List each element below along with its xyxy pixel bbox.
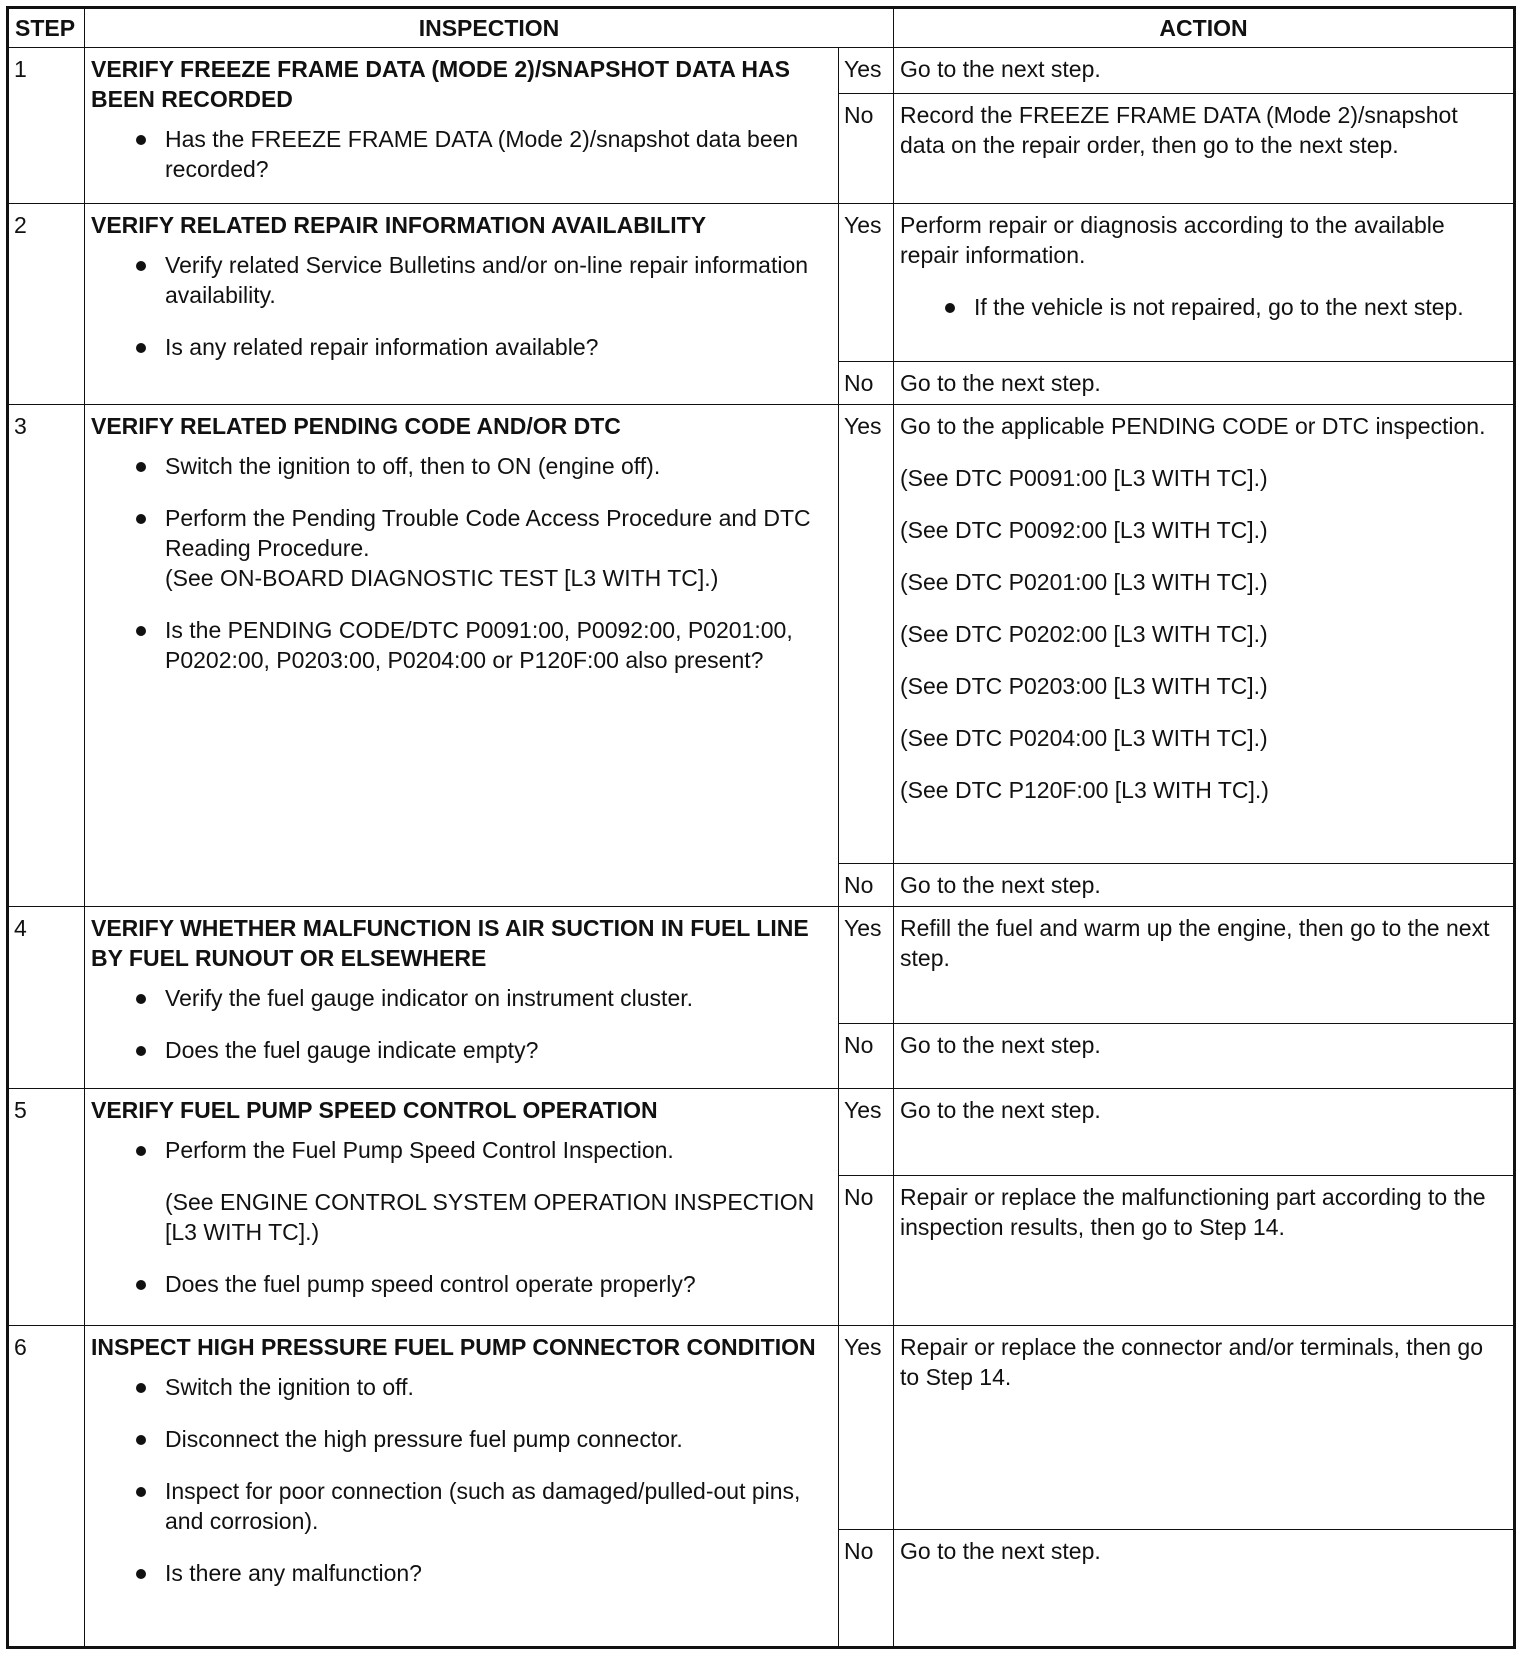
reference-note: (See ON-BOARD DIAGNOSTIC TEST [L3 WITH TC].) xyxy=(165,565,719,591)
inspection-bullet-list xyxy=(91,983,832,1065)
inspection-bullet: Verify the fuel gauge indicator on instrument cluster. xyxy=(133,983,832,1013)
dtc-reference: (See DTC P0092:00 [L3 WITH TC].) xyxy=(900,517,1268,543)
inspection-procedure-page xyxy=(6,6,1513,1647)
yes-label: Yes xyxy=(839,48,894,94)
inspection-bullet: Is any related repair information available? xyxy=(133,332,832,362)
yes-action: Go to the next step. xyxy=(894,1089,1515,1176)
table-row xyxy=(8,204,1515,362)
yes-action: Go to the applicable PENDING CODE or DTC inspection. xyxy=(900,413,1486,439)
table-row xyxy=(8,48,1515,94)
yes-action-cell xyxy=(894,204,1515,362)
inspection-cell xyxy=(85,1326,839,1648)
inspection-bullet: Does the fuel gauge indicate empty? xyxy=(133,1035,832,1065)
no-label: No xyxy=(839,1530,894,1648)
inspection-bullet-list xyxy=(91,1269,832,1299)
dtc-reference: (See DTC P0202:00 [L3 WITH TC].) xyxy=(900,621,1268,647)
dtc-reference: (See DTC P120F:00 [L3 WITH TC].) xyxy=(900,777,1269,803)
step-number: 3 xyxy=(8,405,85,907)
no-label: No xyxy=(839,1024,894,1089)
inspection-bullet-list xyxy=(91,1372,832,1588)
step-number: 4 xyxy=(8,907,85,1089)
yes-label: Yes xyxy=(839,405,894,864)
no-action: Repair or replace the malfunctioning part according to the inspection results, then go to Step 14. xyxy=(894,1176,1515,1326)
inspection-title: VERIFY RELATED REPAIR INFORMATION AVAILABILITY xyxy=(91,212,707,238)
table-row xyxy=(8,907,1515,1024)
inspection-bullet: Has the FREEZE FRAME DATA (Mode 2)/snapshot data been recorded? xyxy=(133,124,832,184)
table-row xyxy=(8,405,1515,864)
inspection-bullet: Is the PENDING CODE/DTC P0091:00, P0092:00, P0201:00, P0202:00, P0203:00, P0204:00 or P120F:00 also present? xyxy=(133,615,832,675)
no-action: Record the FREEZE FRAME DATA (Mode 2)/snapshot data on the repair order, then go to the next step. xyxy=(894,94,1515,204)
yes-label: Yes xyxy=(839,1326,894,1530)
inspection-bullet: Perform the Fuel Pump Speed Control Inspection. xyxy=(133,1135,832,1165)
dtc-reference: (See DTC P0091:00 [L3 WITH TC].) xyxy=(900,465,1268,491)
inspection-table xyxy=(6,6,1516,1649)
no-label: No xyxy=(839,94,894,204)
yes-action-cell xyxy=(894,405,1515,864)
inspection-cell xyxy=(85,48,839,204)
inspection-bullet: Switch the ignition to off, then to ON (engine off). xyxy=(133,451,832,481)
yes-label: Yes xyxy=(839,907,894,1024)
action-column-header: ACTION xyxy=(894,8,1515,48)
yes-action: Refill the fuel and warm up the engine, then go to the next step. xyxy=(894,907,1515,1024)
inspection-cell xyxy=(85,1089,839,1326)
dtc-reference: (See DTC P0201:00 [L3 WITH TC].) xyxy=(900,569,1268,595)
no-label: No xyxy=(839,1176,894,1326)
inspection-bullet-list xyxy=(91,250,832,362)
inspection-cell xyxy=(85,204,839,405)
step-column-header: STEP xyxy=(8,8,85,48)
table-header-row xyxy=(8,8,1515,48)
inspection-bullet-list xyxy=(91,615,832,675)
step-number: 5 xyxy=(8,1089,85,1326)
inspection-bullet: Does the fuel pump speed control operate properly? xyxy=(133,1269,832,1299)
inspection-title: VERIFY WHETHER MALFUNCTION IS AIR SUCTION IN FUEL LINE BY FUEL RUNOUT OR ELSEWHERE xyxy=(91,915,809,971)
step-number: 1 xyxy=(8,48,85,204)
inspection-column-header: INSPECTION xyxy=(85,8,894,48)
step-number: 6 xyxy=(8,1326,85,1648)
inspection-bullet: Switch the ignition to off. xyxy=(133,1372,832,1402)
dtc-reference: (See DTC P0203:00 [L3 WITH TC].) xyxy=(900,673,1268,699)
inspection-bullet-list xyxy=(91,1135,832,1165)
inspection-title: VERIFY FUEL PUMP SPEED CONTROL OPERATION xyxy=(91,1097,658,1123)
inspection-bullet-list xyxy=(91,124,832,184)
dtc-reference: (See DTC P0204:00 [L3 WITH TC].) xyxy=(900,725,1268,751)
no-action: Go to the next step. xyxy=(894,1024,1515,1089)
inspection-bullet: Inspect for poor connection (such as damaged/pulled-out pins, and corrosion). xyxy=(133,1476,832,1536)
inspection-title: INSPECT HIGH PRESSURE FUEL PUMP CONNECTOR CONDITION xyxy=(91,1334,816,1360)
yes-label: Yes xyxy=(839,1089,894,1176)
yes-action: Perform repair or diagnosis according to the available repair information. xyxy=(900,212,1445,268)
no-action: Go to the next step. xyxy=(894,1530,1515,1648)
no-action: Go to the next step. xyxy=(894,864,1515,907)
step-number: 2 xyxy=(8,204,85,405)
inspection-bullet-list xyxy=(91,451,832,563)
inspection-bullet: Verify related Service Bulletins and/or on-line repair information availability. xyxy=(133,250,832,310)
yes-label: Yes xyxy=(839,204,894,362)
action-bullet-list xyxy=(900,292,1507,322)
action-bullet: If the vehicle is not repaired, go to the next step. xyxy=(942,292,1507,322)
yes-action: Repair or replace the connector and/or terminals, then go to Step 14. xyxy=(894,1326,1515,1530)
no-action: Go to the next step. xyxy=(894,362,1515,405)
inspection-title: VERIFY RELATED PENDING CODE AND/OR DTC xyxy=(91,413,621,439)
no-label: No xyxy=(839,362,894,405)
inspection-bullet: Disconnect the high pressure fuel pump connector. xyxy=(133,1424,832,1454)
reference-note: (See ENGINE CONTROL SYSTEM OPERATION INSPECTION [L3 WITH TC].) xyxy=(165,1189,815,1245)
table-row xyxy=(8,1326,1515,1530)
table-row xyxy=(8,1089,1515,1176)
inspection-cell xyxy=(85,405,839,907)
no-label: No xyxy=(839,864,894,907)
inspection-cell xyxy=(85,907,839,1089)
inspection-bullet: Is there any malfunction? xyxy=(133,1558,832,1588)
inspection-bullet: Perform the Pending Trouble Code Access Procedure and DTC Reading Procedure. xyxy=(133,503,832,563)
yes-action: Go to the next step. xyxy=(894,48,1515,94)
inspection-title: VERIFY FREEZE FRAME DATA (MODE 2)/SNAPSHOT DATA HAS BEEN RECORDED xyxy=(91,56,790,112)
